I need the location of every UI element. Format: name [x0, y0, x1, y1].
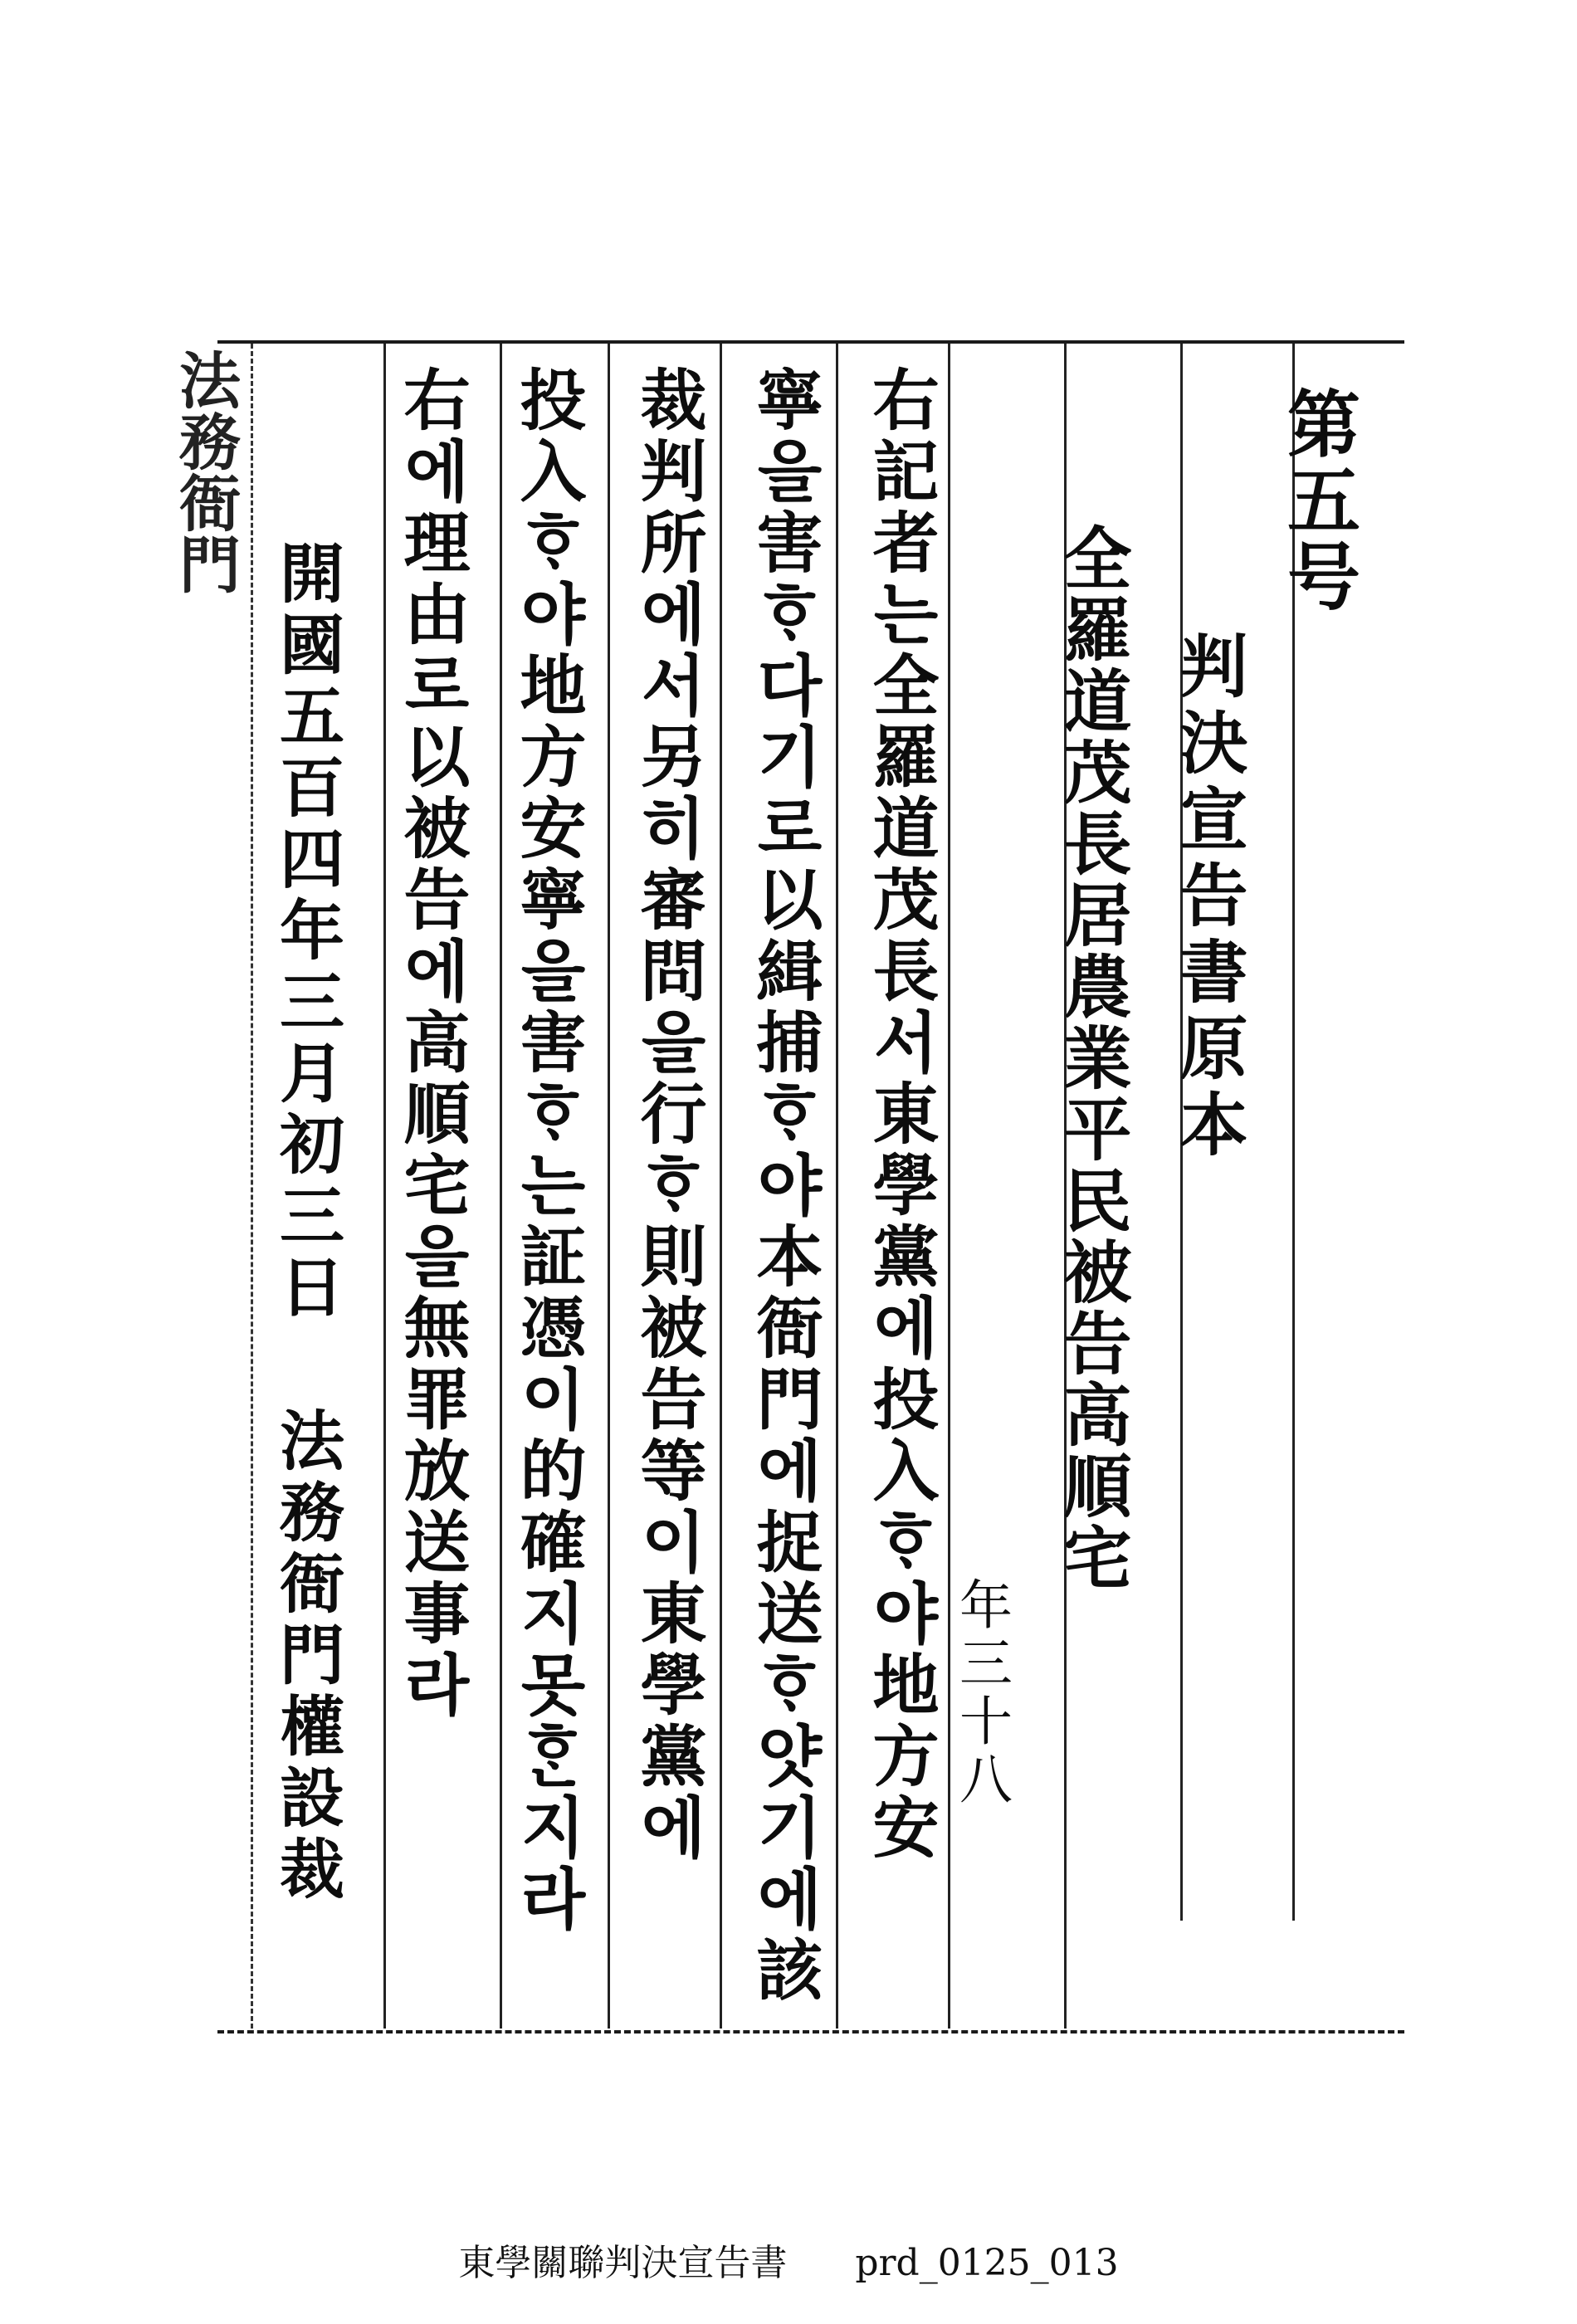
- column-rule-dashed: [251, 344, 253, 2029]
- document-number: 第五号: [1276, 386, 1362, 615]
- date-signature-column: 開國五百四年三月初三日 法務衙門權設裁: [269, 540, 344, 1907]
- page-caption: [0, 2233, 1577, 2286]
- column-rule: [720, 344, 722, 2029]
- defendant-age: 年三十八: [950, 1577, 1012, 1809]
- defendant-line: 全羅道茂長居農業平民被告高順宅: [1052, 523, 1132, 1594]
- column-rule: [836, 344, 838, 2029]
- caption-id: prd_0125_013: [855, 2242, 1119, 2284]
- document-heading: 判決宣告書原本: [1169, 631, 1248, 1165]
- body-column-1: 右記者는全羅道茂長서東學黨에投入ᄒᆞ야地方安: [862, 365, 940, 1864]
- column-rule: [383, 344, 386, 2029]
- body-column-3: 裁判所에서另히審問을行ᄒᆞ則被告等이東學黨에: [629, 365, 707, 1864]
- body-column-5: 右에理由로以被告에高順宅을無罪放送事라: [393, 365, 471, 1721]
- edge-fragment-text: 法務衙門: [169, 349, 241, 594]
- body-column-2: 寧을害ᄒᆞ다기로以緝捕ᄒᆞ야本衙門에捉送ᄒᆞ얏기에該: [745, 365, 823, 2007]
- edge-column-fragment: [169, 349, 241, 813]
- body-column-4: 投入ᄒᆞ야地方安寧을害ᄒᆞ는証憑이的確지못ᄒᆞᆫ지라: [509, 365, 587, 1936]
- column-rule: [500, 344, 502, 2029]
- caption-collection: 東學關聯判決宣告書: [458, 2242, 788, 2284]
- column-rule: [608, 344, 610, 2029]
